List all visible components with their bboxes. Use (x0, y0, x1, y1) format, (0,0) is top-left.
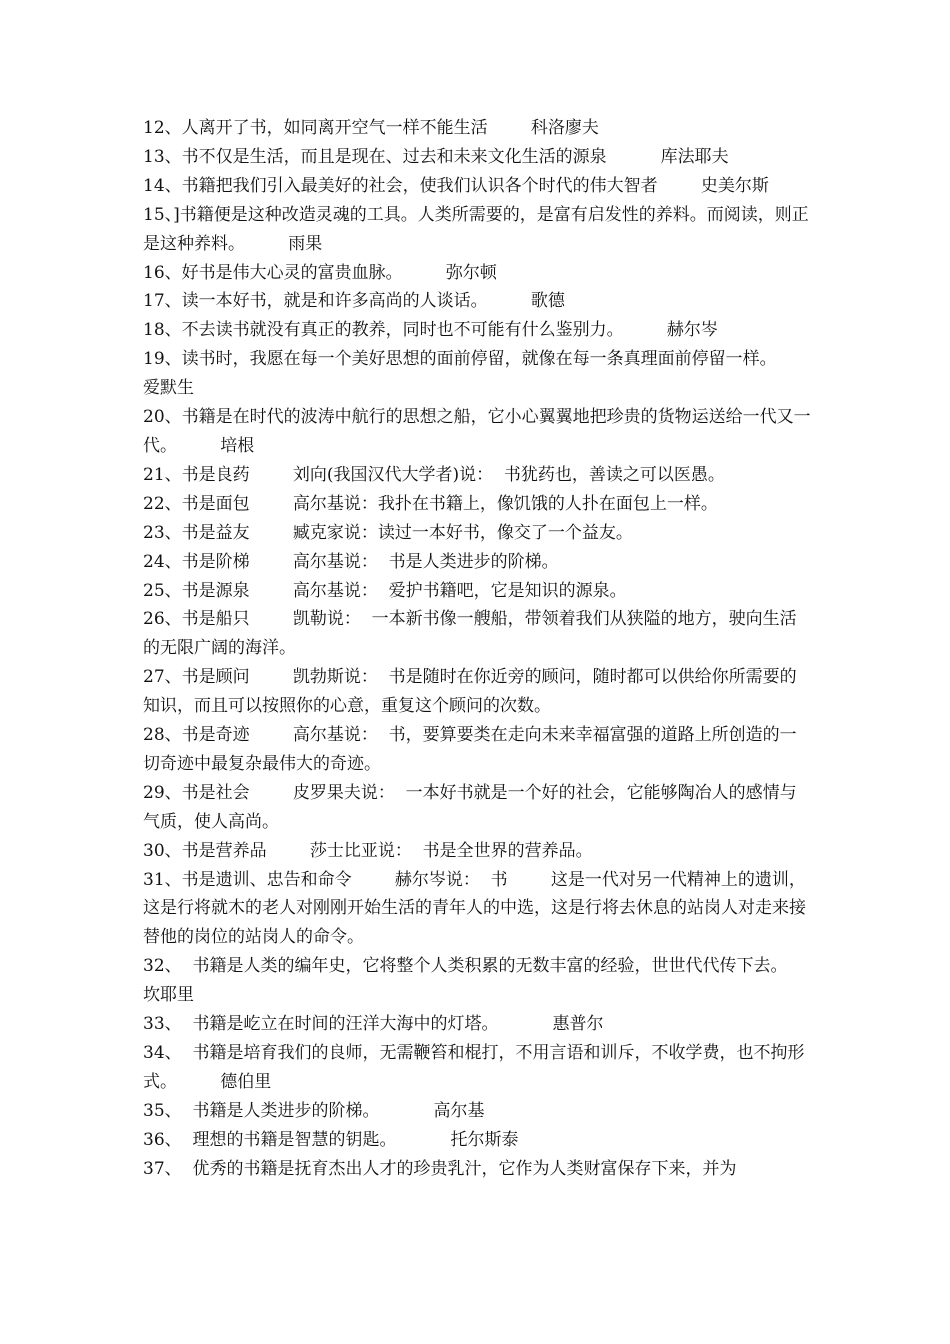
quote-item: 22、书是面包 高尔基说：我扑在书籍上，像饥饿的人扑在面包上一样。 (143, 493, 718, 514)
quote-item: 20、书籍是在时代的波涛中航行的思想之船，它小心翼翼地把珍贵的货物运送给一代又一代。 培根 (143, 407, 811, 456)
quote-item: 28、书是奇迹 高尔基说： 书，要算要类在走向未来幸福富强的道路上所创造的一切奇迹中最复杂最伟大的奇迹。 (143, 725, 797, 774)
quote-item: 21、书是良药 刘向(我国汉代大学者)说： 书犹药也，善读之可以医愚。 (143, 464, 725, 485)
document-body (143, 114, 831, 1184)
quote-item: 37、 优秀的书籍是抚育杰出人才的珍贵乳汁，它作为人类财富保存下来，并为 (143, 1158, 737, 1179)
quote-item: 31、书是遗训、忠告和命令 赫尔岑说： 书 这是一代对另一代精神上的遗训，这是行将就木的老人对刚刚开始生活的青年人的中选，这是行将去休息的站岗人对走来接替他的岗位的站岗人的命令。 (143, 869, 806, 948)
quote-item: 19、读书时，我愿在每一个美好思想的面前停留，就像在每一条真理面前停留一样。 爱默生 (143, 349, 820, 399)
quote-item: 17、读一本好书，就是和许多高尚的人谈话。 歌德 (143, 291, 565, 312)
quote-item: 16、好书是伟大心灵的富贵血脉。 弥尔顿 (143, 262, 497, 283)
quote-item: 27、书是顾问 凯勃斯说： 书是随时在你近旁的顾问，随时都可以供给你所需要的知识，而且可以按照你的心意，重复这个顾问的次数。 (143, 667, 797, 717)
quote-item: 35、 书籍是人类进步的阶梯。 高尔基 (143, 1100, 485, 1121)
quote-item: 24、书是阶梯 高尔基说： 书是人类进步的阶梯。 (143, 551, 559, 572)
quote-item: 25、书是源泉 高尔基说： 爱护书籍吧，它是知识的源泉。 (143, 580, 627, 601)
quote-item: 14、书籍把我们引入最美好的社会，使我们认识各个时代的伟大智者 史美尔斯 (143, 175, 769, 196)
quote-item: 29、书是社会 皮罗果夫说： 一本好书就是一个好的社会，它能够陶冶人的感情与气质，使人高尚。 (143, 782, 797, 832)
quote-item: 33、 书籍是屹立在时间的汪洋大海中的灯塔。 惠普尔 (143, 1014, 604, 1035)
quote-item: 34、 书籍是培育我们的良师，无需鞭笞和棍打，不用言语和训斥，不收学费，也不拘形式。 德伯里 (143, 1043, 805, 1092)
quote-item: 26、书是船只 凯勒说： 一本新书像一艘船，带领着我们从狭隘的地方，驶向生活的无限广阔的海洋。 (143, 609, 797, 659)
quote-item: 18、不去读书就没有真正的教养，同时也不可能有什么鉴别力。 赫尔岑 (143, 320, 718, 341)
quote-item: 12、人离开了书，如同离开空气一样不能生活 科洛廖夫 (143, 118, 599, 138)
quote-item: 32、 书籍是人类的编年史，它将整个人类积累的无数丰富的经验，世世代代传下去。 坎耶里 (143, 956, 831, 1006)
quote-item: 23、书是益友 臧克家说：读过一本好书，像交了一个益友。 (143, 522, 633, 543)
quote-item: 13、书不仅是生活，而且是现在、过去和未来文化生活的源泉 库法耶夫 (143, 146, 729, 167)
quote-item: 30、书是营养品 莎士比亚说： 书是全世界的营养品。 (143, 840, 593, 861)
quote-item: 15、]书籍便是这种改造灵魂的工具。人类所需要的，是富有启发性的养料。而阅读，则正是这种养料。 雨果 (143, 204, 809, 254)
quote-item: 36、 理想的书籍是智慧的钥匙。 托尔斯泰 (143, 1129, 519, 1150)
